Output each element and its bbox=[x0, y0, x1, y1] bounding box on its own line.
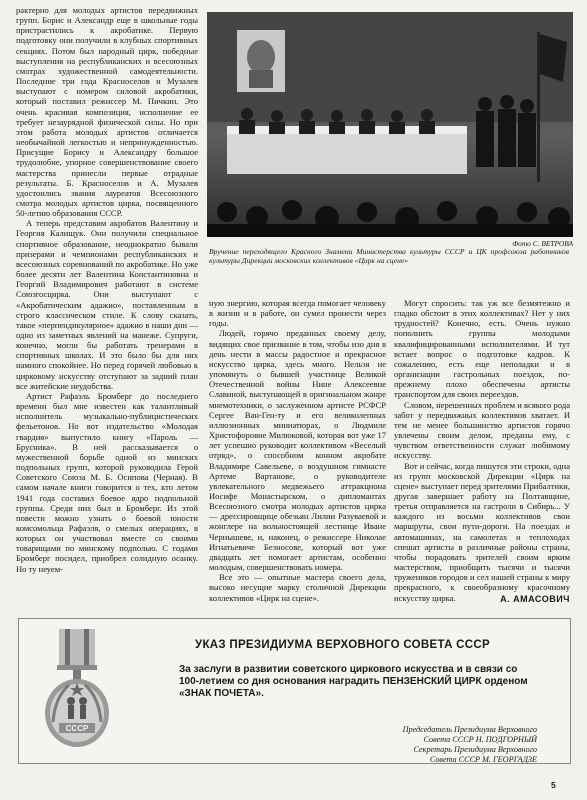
paragraph: Людей, горячо преданных своему делу, видящих свое призвание в том, чтобы изо дня в день нести в массы радостное и прекрасное искусство цирка, здесь много. Нельзя не упомянуть о бывшей участнице Великой Отечественной войны Нине Алексеевне Славиной, выступающей в оригинальном жанре мнемотехники, о заслуженном артисте РСФСР Сергее Ван-Ген-ту и его великолепных иллюзионных миниатюрах, о Людмиле Христофоровне Милюковой, которая вот уже 17 лет успешно руководит коллективом «Веселый отряд», о способном конном акробате Владимире Савельеве, о воздушном гимнасте Артеме Вартанове, о руководителе увлекательного медвежьего аттракциона Иосифе Монастырском, о дипломантах Всесоюзного смотра молодых артистов цирка — дрессировщице обезьян Лилии Разуваевой и жонглере на вольностоящей лестнице Иване Чернышеве, и, наконец, о режиссере Николае Игнатьевиче Безносове, который вот уже двадцать лет помогает артистам, особенно молодым, совершенствовать номера. bbox=[209, 328, 386, 573]
paragraph: Вот и сейчас, когда пишутся эти строки, одна из групп московской Дирекции «Цирк на сцене» выступает перед зрителями Прибалтики, другая завершает работу на Полтавщине, третья отправляется на гастроли в Сибирь... У каждого из восьми коллективов свои маршруты, свои пути-дороги. На поездах и автомашинах, на самолетах и теплоходах спешат артисты в различные районы страны, чтобы порадовать зрителей своим ярким мастерством, приобщить тысячи и тысячи тружеников городов и сел нашей страны к миру прекрасного, к своеобразному красочному искусству цирка. bbox=[394, 460, 570, 603]
paragraph: Артист Рафаэль Бромберг до последнего времени был мне известен как талантливый исполнитель музыкально-публицистических фельетонов. Но вот издательство «Молодая гвардия» выпустило книгу «Пароль — Брусника». В ней рассказывается о мужественной борьбе одной из минских подпольных групп, которой руководила Герой Советского Союза М. Б. Осипова (Черная). В самом начале книги говорится о тех, кто летом 1941 года составил боевое ядро подпольной группы. Среди них был и Бромберг. Из этой повести можно узнать о боевой юности комсомольца Рафаэля, о смелых операциях, в которых он участвовал вместе со своими товарищами по минскому подполью. С годами Бромберг посидел, приобрел солидную осанку. Но ту неуем- bbox=[16, 390, 198, 574]
decree-title: УКАЗ ПРЕЗИДИУМА ВЕРХОВНОГО СОВЕТА СССР bbox=[195, 639, 490, 651]
paragraph: А теперь представим акробатов Валентину и Георгия Калищук. Они получили специальное спортивное образование, неоднократно бывали призерами и чемпионами республиканских и всесоюзных соревнований по акробатике. Но уже более десяти лет Валентина Константиновна и Георгий Владимирович работают в системе Союзгосцирка. Они выступают с «Акробатическим адажио», поставленным в строго классическом стиле. К слову сказать, такое «перпендикулярное» адажио в наши дни — одно из заметных явлений на манеже. Супруги, конечно, могли бы работать тренерами в спортивных школах. И это было бы для них намного спокойнее. Но перед горячей любовью к цирковому искусству отступают за задний план все житейские неудобства. bbox=[16, 218, 198, 391]
article-column-1 bbox=[16, 5, 198, 625]
medal-label: СССР bbox=[65, 724, 89, 733]
decree-text: За заслуги в развитии советского циркового искусства и в связи со 100-летием со дня основания наградить ПЕНЗЕНСКИЙ ЦИРК орденом «ЗНАК ПОЧЕТА». bbox=[179, 664, 528, 699]
paragraph: Все это — опытные мастера своего дела, высоко несущие марку столичной Дирекции коллективов «Цирк на сцене». bbox=[209, 572, 386, 603]
signature-line: Председатель Президиума Верховного bbox=[402, 725, 537, 734]
decree-signatures bbox=[283, 725, 537, 765]
paragraph: рактерно для молодых артистов передвижных групп. Борис и Александр еще в школьные годы пристрастились к акробатике. Первую подготовку они получили в клубных спортивных секциях. Потом был народный цирк, победные выступления на республиканских и всесоюзных смотрах художественной самодеятельности. Последние три года Красноселов и Музалев выступают с номером силовой акробатики, который поставил режиссер М. Пичкин. Это очень красивая композиция, исполнение ее требует незаурядной физической силы. Но при этом работа молодых артистов отличается необычайной легкостью и непринужденностью. Присущие Борису и Александру большое трудолюбие, упорное совершенствование своего мастерства принесли первые отрадные результаты. Б. Красноселов и А. Музалев удостоились звания лауреатов Всесоюзного смотра молодых артистов цирка, посвященного 50-летию образования СССР. bbox=[16, 5, 198, 219]
signature-line: Секретарь Президиума Верховного bbox=[413, 745, 537, 754]
signature-line: Совета СССР Н. ПОДГОРНЫЙ bbox=[423, 735, 537, 744]
paragraph: Могут спросить: так уж все безмятежно и гладко обстоит в этих коллективах? Нет у них трудностей? Конечно, есть. Очень нужно пополнить группы молодыми квалифицированными исполнителями. И тут встает вопрос о подготовке кадров. К сожалению, есть еще неполадки и в организации гастрольных поездок, по-прежнему плохо обеспечены артисты транспортом для своих переездов. bbox=[394, 298, 570, 400]
paragraph: Словом, нерешенных проблем и всякого рода забот у передвижных коллективов хватает. И тем не менее большинство артистов горячо увлечены своим делом, преданы ему, с чувством ответственности служат любимому искусству. bbox=[394, 399, 570, 461]
order-badge-of-honor-icon bbox=[35, 627, 119, 755]
page-number: 5 bbox=[551, 780, 556, 790]
ceremony-photo bbox=[207, 12, 573, 237]
photo-credit: Фото С. ВЕТРОВА bbox=[512, 239, 573, 248]
signature-line: Совета СССР М. ГЕОРГАДЗЕ bbox=[429, 755, 537, 764]
decree-box bbox=[18, 618, 571, 764]
article-column-2 bbox=[209, 298, 386, 608]
author-signature: А. АМАСОВИЧ bbox=[500, 594, 570, 604]
paragraph: ную энергию, которая всегда помогает человеку в жизни и в работе, он сумел пронести через годы. bbox=[209, 298, 386, 329]
photo-caption: Вручение переходящего Красного Знамени Министерства культуры СССР и ЦК профсоюза работников культуры Дирекции московских коллективов «Цирк на сцене» bbox=[209, 247, 569, 266]
